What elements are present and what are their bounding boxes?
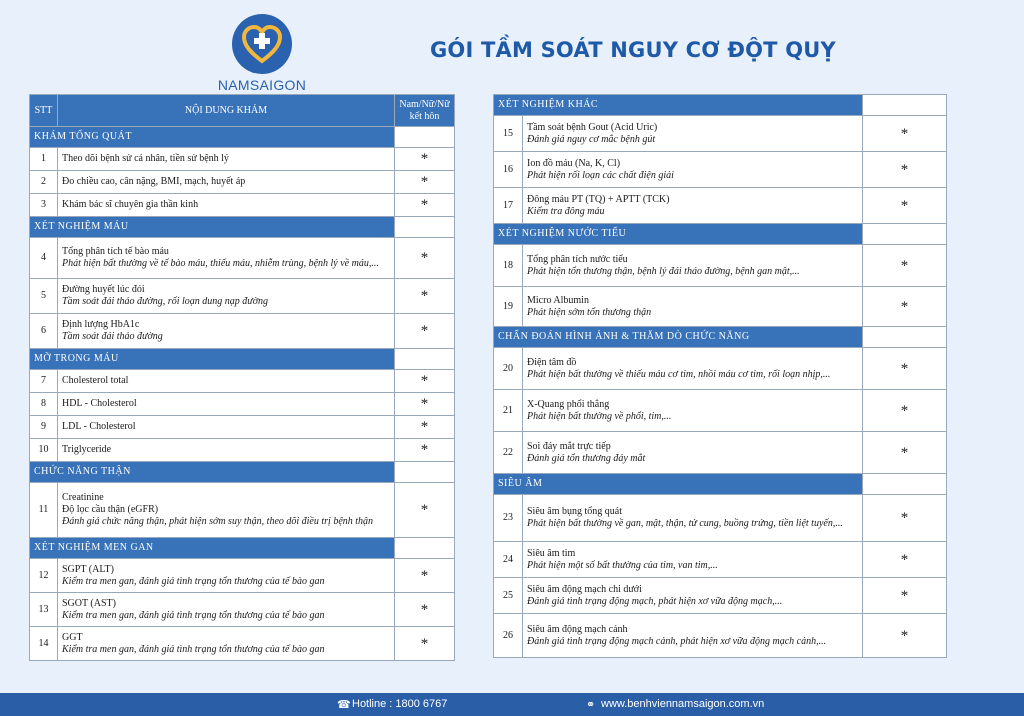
section-blank-cell	[395, 127, 455, 148]
exam-content	[58, 416, 395, 439]
section-title: XÉT NGHIỆM MEN GAN	[30, 538, 395, 559]
right-exam-table	[493, 94, 947, 658]
section-title: XÉT NGHIỆM NƯỚC TIỂU	[494, 224, 863, 245]
section-header-row	[494, 95, 947, 116]
row-number: 1	[30, 148, 58, 171]
exam-description: Kiểm tra men gan, đánh giá tình trạng tổn thương của tế bào gan	[62, 609, 325, 621]
hotline-text: Hotline : 1800 6767	[352, 698, 448, 710]
table-row	[494, 432, 947, 474]
exam-description: Phát hiện bất thường về tế bào máu, thiếu máu, nhiễm trùng, bệnh lý về máu,...	[62, 258, 379, 269]
table-row	[494, 614, 947, 658]
exam-description: Tầm soát đái tháo đường, rối loạn dung nạp đường	[62, 296, 269, 307]
included-mark: *	[395, 439, 455, 462]
included-mark: *	[863, 348, 947, 390]
exam-description: Phát hiện bất thường về phổi, tim,...	[527, 410, 672, 422]
section-header-row	[30, 349, 455, 370]
included-mark: *	[395, 593, 455, 627]
exam-description: Đánh giá tình trạng động mạch cảnh, phát hiện xơ vữa động mạch cảnh,...	[527, 635, 827, 647]
included-mark: *	[863, 390, 947, 432]
exam-description: Đánh giá chức năng thận, phát hiện sớm suy thận, theo dõi điều trị bệnh thận	[62, 516, 374, 527]
section-title: MỠ TRONG MÁU	[30, 349, 395, 370]
section-header-row	[30, 217, 455, 238]
exam-content	[523, 614, 863, 658]
footer-bar	[0, 693, 1024, 716]
table-row	[30, 393, 455, 416]
included-mark: *	[863, 188, 947, 224]
exam-content	[523, 495, 863, 542]
section-blank-cell	[863, 95, 947, 116]
exam-content	[523, 245, 863, 287]
exam-name: HDL - Cholesterol	[62, 398, 137, 409]
included-mark: *	[395, 627, 455, 661]
table-row	[494, 152, 947, 188]
exam-content	[58, 439, 395, 462]
included-mark: *	[395, 148, 455, 171]
hospital-logo	[216, 14, 308, 93]
globe-icon: ⚭	[586, 699, 596, 711]
included-mark: *	[863, 432, 947, 474]
included-mark: *	[863, 542, 947, 578]
table-row	[30, 559, 455, 593]
exam-content	[58, 194, 395, 217]
exam-description: Đánh giá tổn thương đáy mắt	[527, 452, 646, 464]
exam-name: Siêu âm bụng tổng quát	[527, 506, 622, 517]
exam-name: Tổng phân tích tế bào máu	[62, 246, 169, 257]
exam-description: Kiểm tra đông máu	[527, 205, 605, 217]
left-exam-table	[29, 94, 455, 661]
section-title: SIÊU ÂM	[494, 474, 863, 495]
included-mark: *	[863, 152, 947, 188]
included-mark: *	[395, 279, 455, 314]
row-number: 6	[30, 314, 58, 349]
exam-content	[58, 314, 395, 349]
table-row	[494, 578, 947, 614]
page-title: GÓI TẦM SOÁT NGUY CƠ ĐỘT QUỴ	[430, 38, 836, 62]
section-header-row	[30, 538, 455, 559]
table-row	[30, 148, 455, 171]
section-header-row	[30, 127, 455, 148]
row-number: 8	[30, 393, 58, 416]
row-number: 20	[494, 348, 523, 390]
table-row	[30, 238, 455, 279]
exam-name: SGPT (ALT)	[62, 563, 114, 575]
exam-content	[58, 483, 395, 538]
table-row	[30, 194, 455, 217]
table-row	[494, 495, 947, 542]
section-blank-cell	[863, 224, 947, 245]
exam-description: Đánh giá tình trạng động mạch, phát hiện xơ vữa động mạch,...	[527, 595, 783, 607]
section-blank-cell	[395, 349, 455, 370]
exam-content	[58, 627, 395, 661]
section-title: XÉT NGHIỆM KHÁC	[494, 95, 863, 116]
included-mark: *	[395, 483, 455, 538]
exam-name: SGOT (AST)	[62, 597, 116, 609]
exam-description: Phát hiện sớm tổn thương thận	[527, 306, 652, 318]
row-number: 15	[494, 116, 523, 152]
row-number: 24	[494, 542, 523, 578]
exam-description: Phát hiện một số bất thường của tim, van tim,...	[527, 559, 718, 571]
exam-name: LDL - Cholesterol	[62, 421, 136, 432]
included-mark: *	[863, 287, 947, 327]
table-row	[494, 116, 947, 152]
included-mark: *	[395, 238, 455, 279]
included-mark: *	[863, 614, 947, 658]
exam-description: Phát hiện rối loạn các chất điện giải	[527, 169, 674, 181]
header-content: NỘI DUNG KHÁM	[58, 95, 395, 127]
exam-name: Đường huyết lúc đói	[62, 284, 145, 295]
exam-name: Triglyceride	[62, 444, 112, 455]
row-number: 3	[30, 194, 58, 217]
brand-name: NAMSAIGON	[217, 77, 307, 93]
included-mark: *	[863, 245, 947, 287]
row-number: 11	[30, 483, 58, 538]
section-blank-cell	[395, 217, 455, 238]
exam-content	[58, 238, 395, 279]
table-row	[494, 245, 947, 287]
exam-content	[523, 188, 863, 224]
table-row	[494, 390, 947, 432]
section-header-row	[30, 462, 455, 483]
exam-name: Định lượng HbA1c	[62, 319, 140, 330]
exam-name: X-Quang phổi thẳng	[527, 398, 610, 410]
exam-name: GGT	[62, 631, 83, 643]
row-number: 19	[494, 287, 523, 327]
phone-icon: ☎	[337, 699, 351, 711]
row-number: 22	[494, 432, 523, 474]
exam-name: Độ lọc cầu thận (eGFR)	[62, 504, 159, 515]
row-number: 2	[30, 171, 58, 194]
exam-content	[58, 148, 395, 171]
section-header-row	[494, 474, 947, 495]
exam-name: Tầm soát bệnh Gout (Acid Uric)	[527, 121, 658, 133]
exam-name: Đo chiều cao, cân nặng, BMI, mạch, huyết áp	[62, 176, 246, 187]
row-number: 14	[30, 627, 58, 661]
section-blank-cell	[863, 474, 947, 495]
exam-name: Điện tâm đồ	[527, 356, 577, 368]
table-row	[30, 416, 455, 439]
section-title: CHẨN ĐOÁN HÌNH ẢNH & THĂM DÒ CHỨC NĂNG	[494, 327, 863, 348]
table-row	[30, 439, 455, 462]
table-row	[494, 348, 947, 390]
exam-content	[58, 279, 395, 314]
table-row	[494, 287, 947, 327]
exam-content	[523, 542, 863, 578]
row-number: 12	[30, 559, 58, 593]
exam-content	[523, 390, 863, 432]
exam-name: Tổng phân tích nước tiểu	[527, 253, 628, 265]
exam-content	[523, 578, 863, 614]
table-row	[30, 483, 455, 538]
exam-content	[58, 593, 395, 627]
included-mark: *	[395, 416, 455, 439]
exam-name: Ion đồ máu (Na, K, Cl)	[527, 157, 621, 169]
exam-name: Micro Albumin	[527, 294, 589, 306]
table-row	[30, 370, 455, 393]
included-mark: *	[395, 194, 455, 217]
table-row	[30, 171, 455, 194]
row-number: 4	[30, 238, 58, 279]
included-mark: *	[395, 370, 455, 393]
exam-description: Kiểm tra men gan, đánh giá tình trạng tổn thương của tế bào gan	[62, 643, 325, 655]
exam-content	[523, 432, 863, 474]
section-blank-cell	[863, 327, 947, 348]
exam-name: Đông máu PT (TQ) + APTT (TCK)	[527, 193, 670, 205]
included-mark: *	[395, 171, 455, 194]
row-number: 26	[494, 614, 523, 658]
exam-name: Cholesterol total	[62, 375, 129, 386]
exam-name: Siêu âm tim	[527, 547, 576, 559]
exam-name: Theo dõi bệnh sử cá nhân, tiền sử bệnh lý	[62, 153, 229, 164]
exam-content	[523, 287, 863, 327]
header-gender: Nam/Nữ/Nữ kết hôn	[395, 95, 455, 127]
exam-description: Tầm soát đái tháo đường	[62, 331, 163, 342]
exam-content	[523, 152, 863, 188]
row-number: 25	[494, 578, 523, 614]
header-stt: STT	[30, 95, 58, 127]
exam-content	[58, 393, 395, 416]
exam-content	[523, 348, 863, 390]
exam-name: Khám bác sĩ chuyên gia thần kinh	[62, 199, 199, 210]
section-blank-cell	[395, 462, 455, 483]
row-number: 21	[494, 390, 523, 432]
row-number: 17	[494, 188, 523, 224]
exam-description: Phát hiện bất thường về thiếu máu cơ tim, nhồi máu cơ tim, rối loạn nhịp,...	[527, 368, 831, 380]
section-blank-cell	[395, 538, 455, 559]
logo-emblem	[232, 14, 292, 74]
exam-name: Siêu âm động mạch cảnh	[527, 623, 628, 635]
exam-content	[58, 171, 395, 194]
section-title: XÉT NGHIỆM MÁU	[30, 217, 395, 238]
included-mark: *	[863, 495, 947, 542]
included-mark: *	[395, 393, 455, 416]
table-row	[30, 627, 455, 661]
included-mark: *	[395, 314, 455, 349]
exam-name: Soi đáy mắt trực tiếp	[527, 440, 611, 452]
exam-description: Phát hiện bất thường về gan, mật, thận, tử cung, buồng trứng, tiền liệt tuyến,...	[527, 518, 843, 529]
table-row	[30, 593, 455, 627]
exam-content	[523, 116, 863, 152]
exam-name: Siêu âm động mạch chi dưới	[527, 583, 642, 595]
section-header-row	[494, 327, 947, 348]
exam-content	[58, 370, 395, 393]
row-number: 13	[30, 593, 58, 627]
table-row	[30, 279, 455, 314]
section-title: KHÁM TỔNG QUÁT	[30, 127, 395, 148]
row-number: 9	[30, 416, 58, 439]
row-number: 10	[30, 439, 58, 462]
row-number: 16	[494, 152, 523, 188]
heart-cross-icon	[232, 14, 292, 74]
exam-description: Đánh giá nguy cơ mắc bệnh gút	[527, 133, 656, 145]
row-number: 7	[30, 370, 58, 393]
table-row	[494, 188, 947, 224]
included-mark: *	[395, 559, 455, 593]
row-number: 5	[30, 279, 58, 314]
exam-description: Kiểm tra men gan, đánh giá tình trạng tổn thương của tế bào gan	[62, 575, 325, 587]
table-row	[494, 542, 947, 578]
included-mark: *	[863, 578, 947, 614]
section-header-row	[494, 224, 947, 245]
exam-content	[58, 559, 395, 593]
row-number: 23	[494, 495, 523, 542]
included-mark: *	[863, 116, 947, 152]
exam-description: Phát hiện tổn thương thận, bệnh lý đái tháo đường, bệnh gan mật,...	[527, 265, 800, 277]
table-row	[30, 314, 455, 349]
website-link[interactable]: www.benhviennamsaigon.com.vn	[601, 698, 765, 710]
row-number: 18	[494, 245, 523, 287]
exam-name: Creatinine	[62, 492, 104, 503]
section-title: CHỨC NĂNG THẬN	[30, 462, 395, 483]
